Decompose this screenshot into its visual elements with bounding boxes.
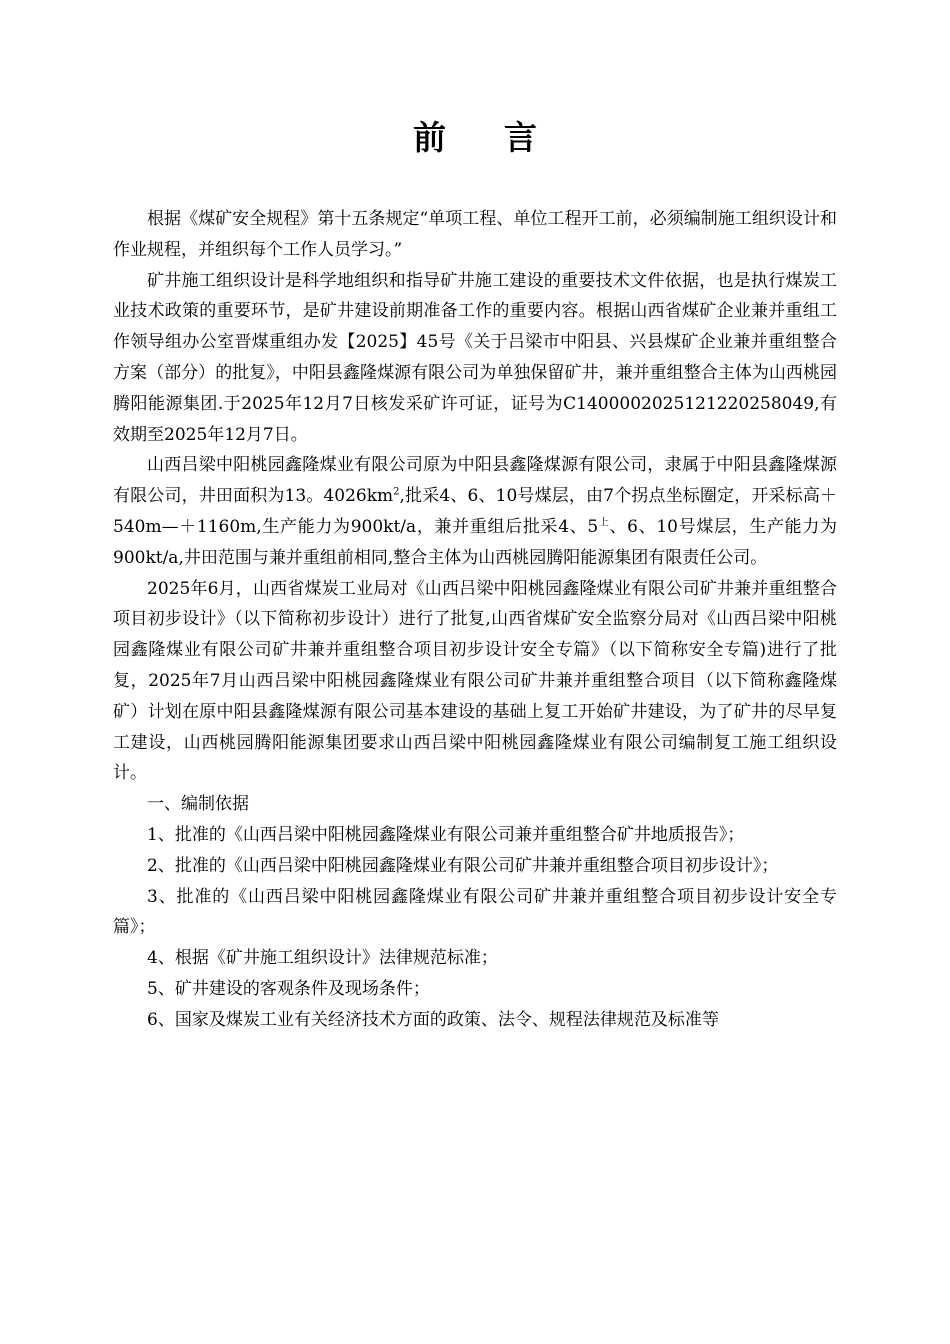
document-body [113,204,837,1036]
superscript-2: 2 [393,486,400,498]
page-title [0,112,950,159]
superscript-shang: 上 [598,517,610,529]
paragraph-4: 2025年6月，山西省煤炭工业局对《山西吕梁中阳桃园鑫隆煤业有限公司矿井兼并重组整合项目初步设计》（以下简称初步设计）进行了批复,山西省煤矿安全监察分局对《山西吕梁中阳桃园鑫隆煤业有限公司矿井兼并重组整合项目初步设计安全专篇》（以下简称安全专篇)进行了批复，2025年7月山西吕梁中阳桃园鑫隆煤业有限公司矿井兼并重组整合项目（以下简称鑫隆煤矿）计划在原中阳县鑫隆煤源有限公司基本建设的基础上复工开始矿井建设，为了矿井的尽早复工建设，山西桃园腾阳能源集团要求山西吕梁中阳桃园鑫隆煤业有限公司编制复工施工组织设计。 [113,578,837,784]
title-char-1: 前 [413,118,446,157]
list-item: 4、根据《矿井施工组织设计》法律规范标准； [147,948,498,969]
list-item: 6、国家及煤炭工业有关经济技术方面的政策、法令、规程法律规范及标准等 [147,1009,719,1030]
list-item: 2、批准的《山西吕梁中阳桃园鑫隆煤业有限公司矿井兼并重组整合项目初步设计》； [147,855,779,876]
title-char-2: 言 [504,118,537,157]
list-item: 1、批准的《山西吕梁中阳桃园鑫隆煤业有限公司兼并重组整合矿井地质报告》； [147,824,745,845]
paragraph-3 [113,450,837,573]
paragraph-2: 矿井施工组织设计是科学地组织和指导矿井施工建设的重要技术文件依据，也是执行煤炭工业技术政策的重要环节，是矿井建设前期准备工作的重要内容。根据山西省煤矿企业兼并重组工作领导组办公室晋煤重组办发【2025】45号《关于吕梁市中阳县、兴县煤矿企业兼并重组整合方案（部分）的批复》，中阳县鑫隆煤源有限公司为单独保留矿井，兼并重组整合主体为山西桃园腾阳能源集团.于2025年12月7日核发采矿许可证，证号为C1400002025121220258049,有效期至2025年12月7日。 [113,270,837,445]
paragraph-1: 根据《煤矿安全规程》第十五条规定“单项工程、单位工程开工前，必须编制施工组织设计和作业规程，并组织每个工作人员学习。” [113,209,837,260]
list-item: 3、批准的《山西吕梁中阳桃园鑫隆煤业有限公司矿井兼并重组整合项目初步设计安全专篇》； [113,886,837,938]
paragraph-3-text-1: 山西吕梁中阳桃园鑫隆煤业有限公司原为中阳县鑫隆煤源有限公司，隶属于中阳县鑫隆煤源有限公司，井田面积为13。4026km [113,455,837,507]
paragraph-3-text-2: ,批采4、6、10号煤层，由7个拐点坐标圈定，开采标高＋540m—＋1160m,生产能力为900kt/a，兼并重组后批采4、5 [113,486,837,537]
paragraph-3-text-3: 、6、10号煤层，生产能力为900kt/a,井田范围与兼并重组前相同,整合主体为山西桃园腾阳能源集团有限责任公司。 [113,516,838,568]
list-item: 5、矿井建设的客观条件及现场条件； [147,978,430,999]
section-heading: 一、编制依据 [147,794,249,815]
